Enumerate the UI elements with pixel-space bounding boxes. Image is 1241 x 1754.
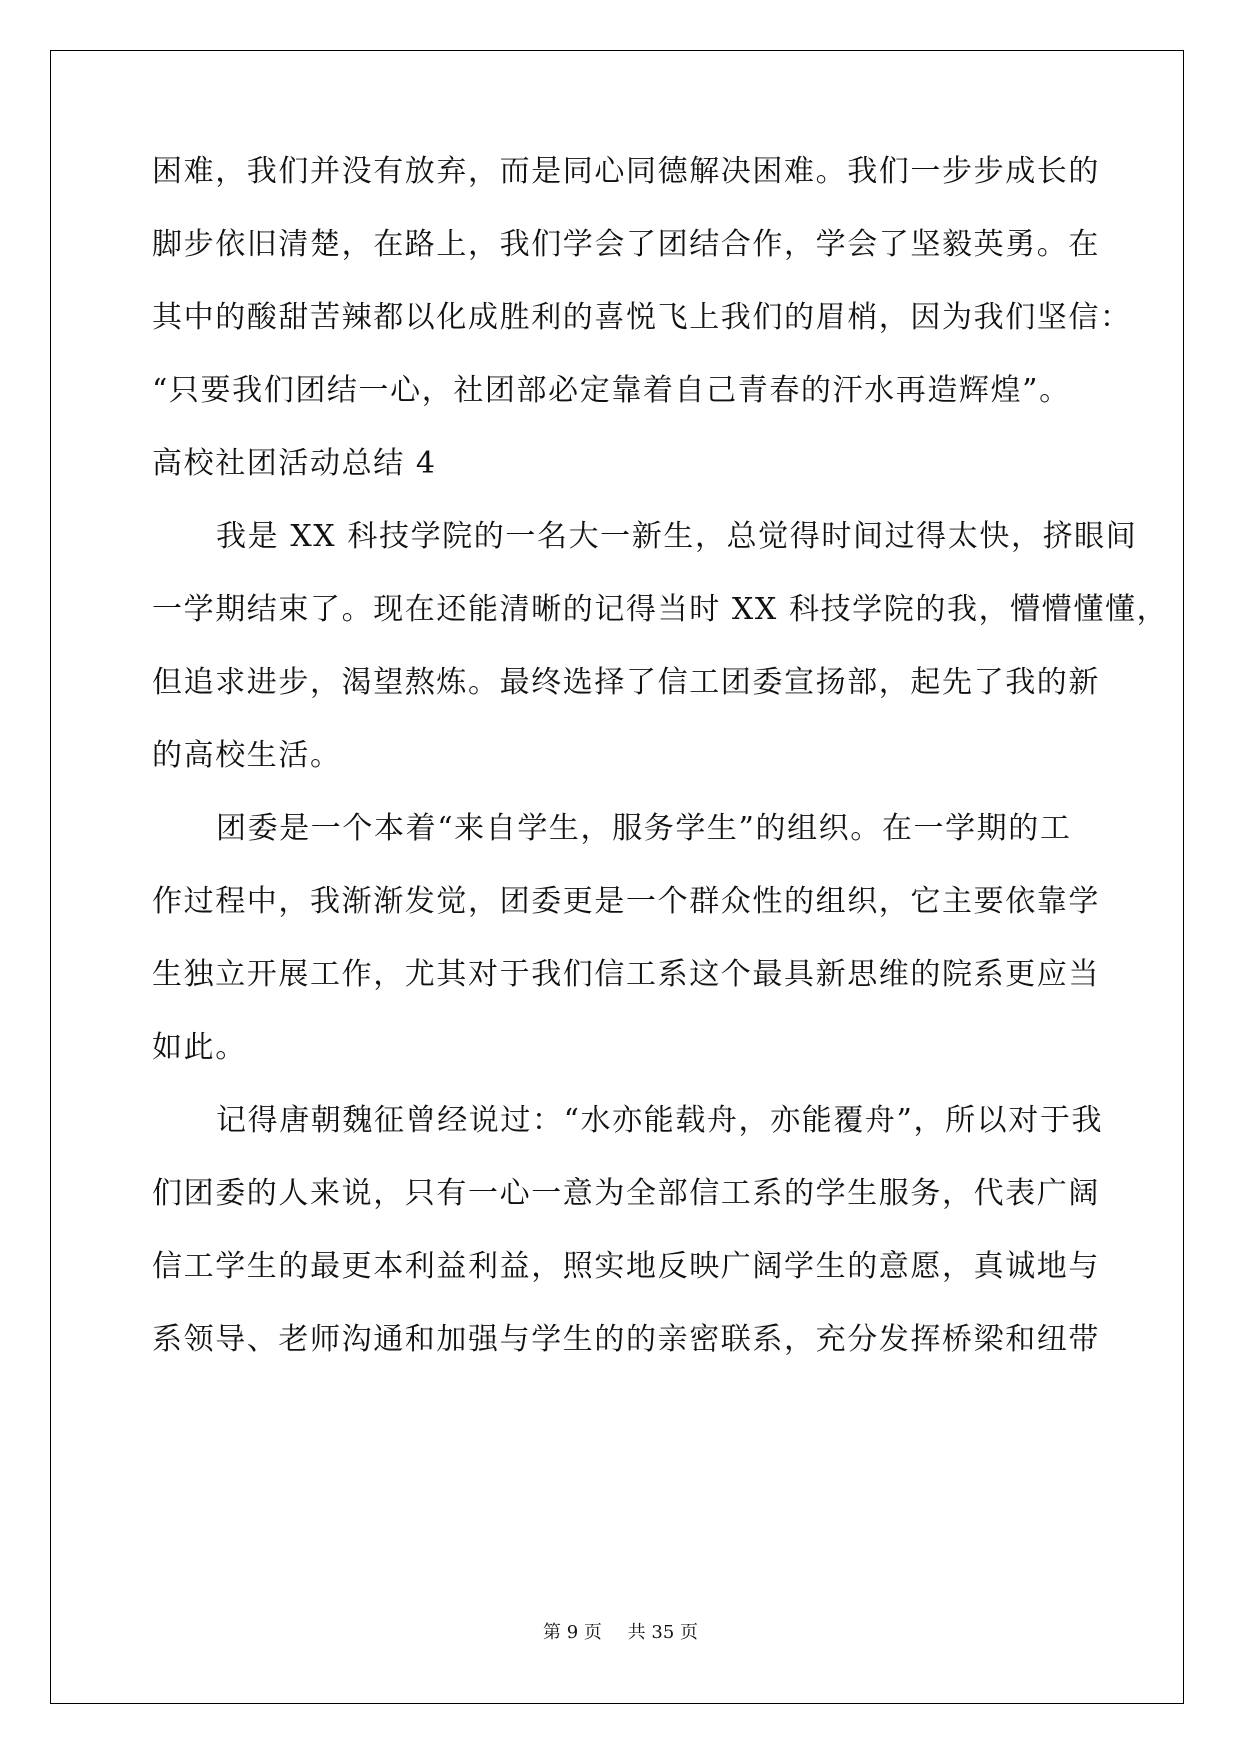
- text-line: 困难，我们并没有放弃，而是同心同德解决困难。我们一步步成长的: [152, 154, 1100, 189]
- text-line: 的高校生活。: [152, 738, 342, 773]
- text-line: 系领导、老师沟通和加强与学生的的亲密联系，充分发挥桥梁和纽带: [152, 1322, 1100, 1357]
- text-line: “只要我们团结一心，社团部必定靠着自己青春的汗水再造辉煌”。: [152, 373, 1071, 408]
- text-line: 信工学生的最更本利益利益，照实地反映广阔学生的意愿，真诚地与: [152, 1249, 1100, 1284]
- page-number: 第 9 页: [543, 1622, 602, 1643]
- text-line: 作过程中，我渐渐发觉，团委更是一个群众性的组织，它主要依靠学: [152, 884, 1100, 919]
- text-line: 生独立开展工作，尤其对于我们信工系这个最具新思维的院系更应当: [152, 957, 1100, 992]
- text-line: 其中的酸甜苦辣都以化成胜利的喜悦飞上我们的眉梢，因为我们坚信：: [152, 300, 1132, 335]
- text-line: 我是 XX 科技学院的一名大一新生，总觉得时间过得太快，挤眼间: [216, 519, 1138, 554]
- text-line: 但追求进步，渴望熬炼。最终选择了信工团委宣扬部，起先了我的新: [152, 665, 1100, 700]
- text-line: 们团委的人来说，只有一心一意为全部信工系的学生服务，代表广阔: [152, 1176, 1100, 1211]
- page-total: 共 35 页: [627, 1622, 698, 1643]
- text-line: 如此。: [152, 1030, 247, 1065]
- page-footer: [0, 1618, 1241, 1644]
- section-heading: 高校社团活动总结 4: [152, 446, 437, 481]
- text-line: 一学期结束了。现在还能清晰的记得当时 XX 科技学院的我，懵懵懂懂，: [152, 592, 1169, 627]
- text-line: 记得唐朝魏征曾经说过：“水亦能载舟，亦能覆舟”，所以对于我: [216, 1103, 1104, 1138]
- text-line: 脚步依旧清楚，在路上，我们学会了团结合作，学会了坚毅英勇。在: [152, 227, 1100, 262]
- text-line: 团委是一个本着“来自学生，服务学生”的组织。在一学期的工: [216, 811, 1072, 846]
